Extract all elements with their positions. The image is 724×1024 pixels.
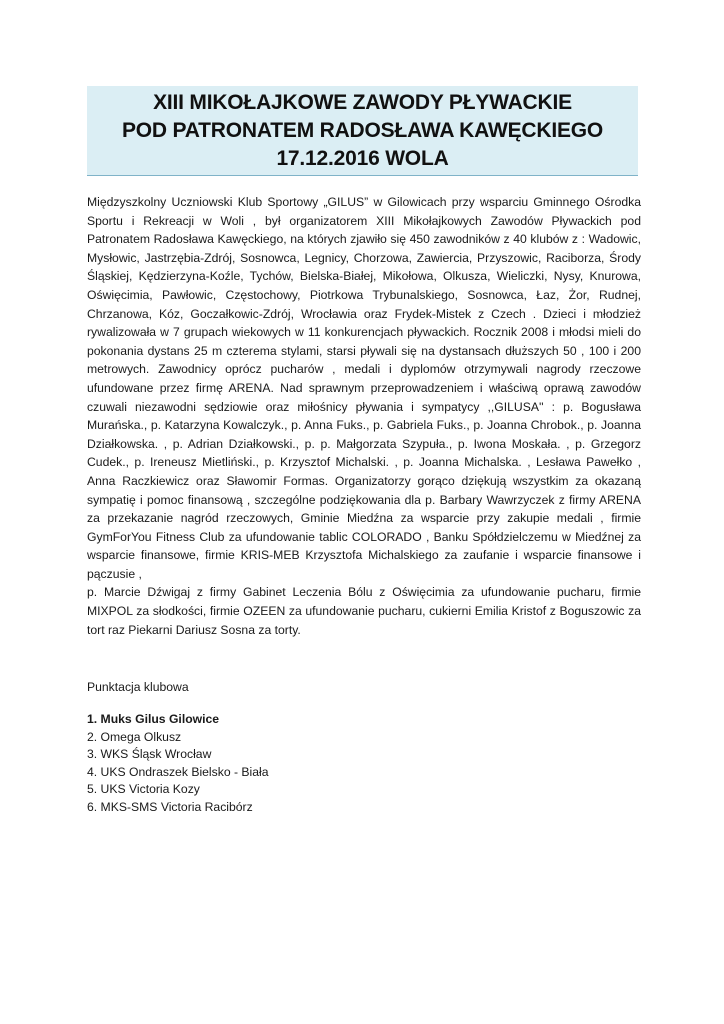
club-ranking-heading: Punktacja klubowa bbox=[87, 680, 189, 694]
ranking-item: 5. UKS Victoria Kozy bbox=[87, 782, 200, 797]
report-paragraph-continued: p. Marcie Dźwigaj z firmy Gabinet Leczenia Bólu z Oświęcimia za ufundowanie pucharu, firmie MIXPOL za słodkości, firmie OZEEN za ufundowanie pucharu, cukierni Emilia Kristof z Boguszowic za tort raz Piekarni Dariusz Sosna za torty. bbox=[87, 585, 641, 637]
ranking-item: 1. Muks Gilus Gilowice bbox=[87, 712, 220, 726]
club-ranking-list bbox=[87, 711, 269, 817]
title-line-1: XIII MIKOŁAJKOWE ZAWODY PŁYWACKIE bbox=[153, 91, 572, 114]
ranking-item: 6. MKS-SMS Victoria Racibórz bbox=[87, 799, 253, 814]
ranking-item: 4. UKS Ondraszek Bielsko - Biała bbox=[87, 764, 269, 779]
ranking-item: 3. WKS Śląsk Wrocław bbox=[87, 747, 212, 762]
title-line-3: 17.12.2016 WOLA bbox=[276, 147, 449, 170]
title-line-2: POD PATRONATEM RADOSŁAWA KAWĘCKIEGO bbox=[121, 119, 604, 142]
report-body bbox=[87, 193, 641, 639]
report-paragraph: Międzyszkolny Uczniowski Klub Sportowy „GILUS” w Gilowicach przy wsparciu Gminnego Ośrodka Sportu i Rekreacji w Woli , był organizatorem XIII Mikołajkowych Zawodów Pływackich pod Patronatem Radosława Kawęckiego, na których zjawiło się 450 zawodników z 40 klubów z : Wadowic, Mysłowic, Jastrzębia-Zdrój, Sosnowca, Legnicy, Chorzowa, Zawiercia, Przyszowic, Raciborza, Środy Śląskiej, Kędzierzyna-Koźle, Tychów, Bielska-Białej, Mikołowa, Olkusza, Wieliczki, Nysy, Knurowa, Oświęcimia, Pawłowic, Częstochowy, Piotrkowa Trybunalskiego, Sosnowca, Łaz, Żor, Rudnej, Chrzanowa, Kóz, Goczałkowic-Zdrój, Wrocławia oraz Frydek-Mistek z Czech . Dzieci i młodzież rywalizowała w 7 grupach wiekowych w 11 konkurencjach pływackich. Rocznik 2008 i młodsi mieli do pokonania dystans 25 m czterema stylami, starsi pływali się na dystansach dłuższych 50 , 100 i 200 metrowych. Zawodnicy oprócz pucharów , medali i dyplomów otrzymywali nagrody rzeczowe ufundowane przez firmę ARENA. Nad sprawnym przeprowadzeniem i właściwą oprawą zawodów czuwali niezawodni sędziowie oraz miłośnicy pływania i sympatycy ,,GILUSA'' : p. Bogusława Murańska., p. Katarzyna Kowalczyk., p. Anna Fuks., p. Gabriela Fuks., p. Joanna Chrobok., p. Joanna Działkowska. , p. Adrian Działkowski., p. p. Małgorzata Szypuła., p. Iwona Moskała. , p. Grzegorz Cudek., p. Ireneusz Mietliński., p. Krzysztof Michalski. , p. Joanna Michalska. , Lesława Pawełko , Anna Raczkiewicz oraz Sławomir Formas. Organizatorzy gorąco dziękują wszystkim za okazaną sympatię i pomoc finansową , szczególne podziękowania dla p. Barbary Wawrzyczek z firmy ARENA za przekazanie nagród rzeczowych, Gminie Miedźna za wsparcie przy zakupie medali , firmie GymForYou Fitness Club za ufundowanie tablic COLORADO , Banku Spółdzielczemu w Miedźnej za wsparcie finansowe, firmie KRIS-MEB Krzysztofa Michalskiego za zaufanie i wsparcie finansowe i pączusie , bbox=[87, 195, 641, 581]
ranking-item: 2. Omega Olkusz bbox=[87, 729, 182, 744]
title-banner bbox=[87, 86, 638, 176]
